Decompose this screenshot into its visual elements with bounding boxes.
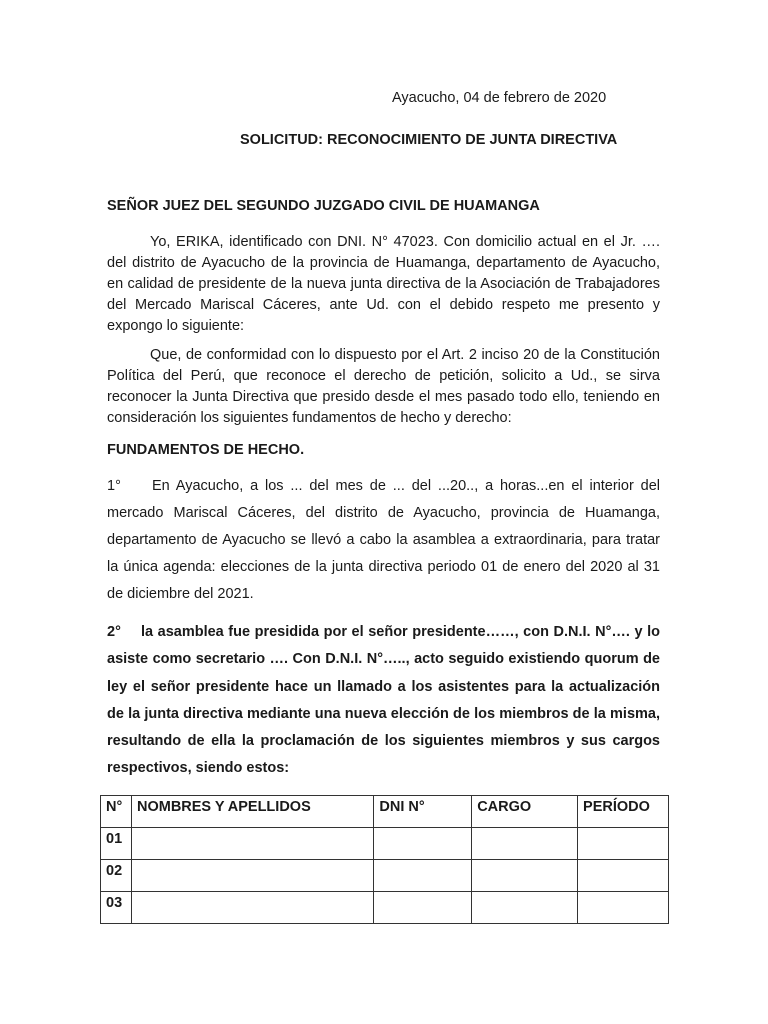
cell-dni (374, 892, 472, 924)
row-number: 02 (101, 860, 132, 892)
cell-names (131, 860, 373, 892)
cell-periodo (578, 892, 669, 924)
cell-periodo (578, 828, 669, 860)
header-number: N° (101, 796, 132, 828)
fact-item-1-number: 1° (107, 478, 121, 494)
fact-item-2-number: 2° (107, 624, 121, 640)
subject-line: SOLICITUD: RECONOCIMIENTO DE JUNTA DIRECTIVA (240, 132, 618, 148)
section-heading: FUNDAMENTOS DE HECHO. (107, 442, 305, 458)
fact-item-1 (107, 473, 660, 608)
row-number: 01 (101, 828, 132, 860)
header-periodo: PERÍODO (578, 796, 669, 828)
header-dni: DNI N° (374, 796, 472, 828)
members-table (100, 795, 669, 924)
cell-periodo (578, 860, 669, 892)
header-names: NOMBRES Y APELLIDOS (131, 796, 373, 828)
request-paragraph: Que, de conformidad con lo dispuesto por el Art. 2 inciso 20 de la Constitución Política del Perú, que reconoce el derecho de petición, solicito a Ud., se sirva reconocer la Junta Directiva que presido desde el mes pasado todo ello, teniendo en consideración los siguientes fundamentos de hecho y derecho: (107, 347, 660, 426)
cell-cargo (472, 892, 578, 924)
fact-item-1-text: En Ayacucho, a los ... del mes de ... del ...20.., a horas...en el interior del mercado Mariscal Cáceres, del distrito de Ayacucho, provincia de Huamanga, departamento de Ayacucho se llevó a cabo la asamblea a extraordinaria, para tratar la única agenda: elecciones de la junta directiva periodo 01 de enero del 2020 al 31 de diciembre del 2021. (107, 478, 660, 602)
table-row (101, 860, 669, 892)
fact-item-2 (107, 619, 660, 783)
table-row (101, 828, 669, 860)
row-number: 03 (101, 892, 132, 924)
date-line: Ayacucho, 04 de febrero de 2020 (392, 90, 607, 106)
addressee-line: SEÑOR JUEZ DEL SEGUNDO JUZGADO CIVIL DE HUAMANGA (107, 198, 540, 214)
cell-names (131, 892, 373, 924)
fact-item-2-text: la asamblea fue presidida por el señor presidente……, con D.N.I. N°…. y lo asiste como secretario …. Con D.N.I. N°….., acto seguido existiendo quorum de ley el señor presidente hace un llamado a los asistentes para la actualización de la junta directiva mediante una nueva elección de los miembros de la misma, resultando de ella la proclamación de los siguientes miembros y sus cargos respectivos, siendo estos: (107, 624, 660, 777)
intro-paragraph: Yo, ERIKA, identificado con DNI. N° 47023. Con domicilio actual en el Jr. …. del distrito de Ayacucho de la provincia de Huamanga, departamento de Ayacucho, en calidad de presidente de la nueva junta directiva de la Asociación de Trabajadores del Mercado Mariscal Cáceres, ante Ud. con el debido respeto me presento y expongo lo siguiente: (107, 234, 660, 334)
table-row (101, 892, 669, 924)
cell-cargo (472, 828, 578, 860)
header-cargo: CARGO (472, 796, 578, 828)
cell-cargo (472, 860, 578, 892)
cell-dni (374, 860, 472, 892)
cell-dni (374, 828, 472, 860)
cell-names (131, 828, 373, 860)
table-header-row (101, 796, 669, 828)
